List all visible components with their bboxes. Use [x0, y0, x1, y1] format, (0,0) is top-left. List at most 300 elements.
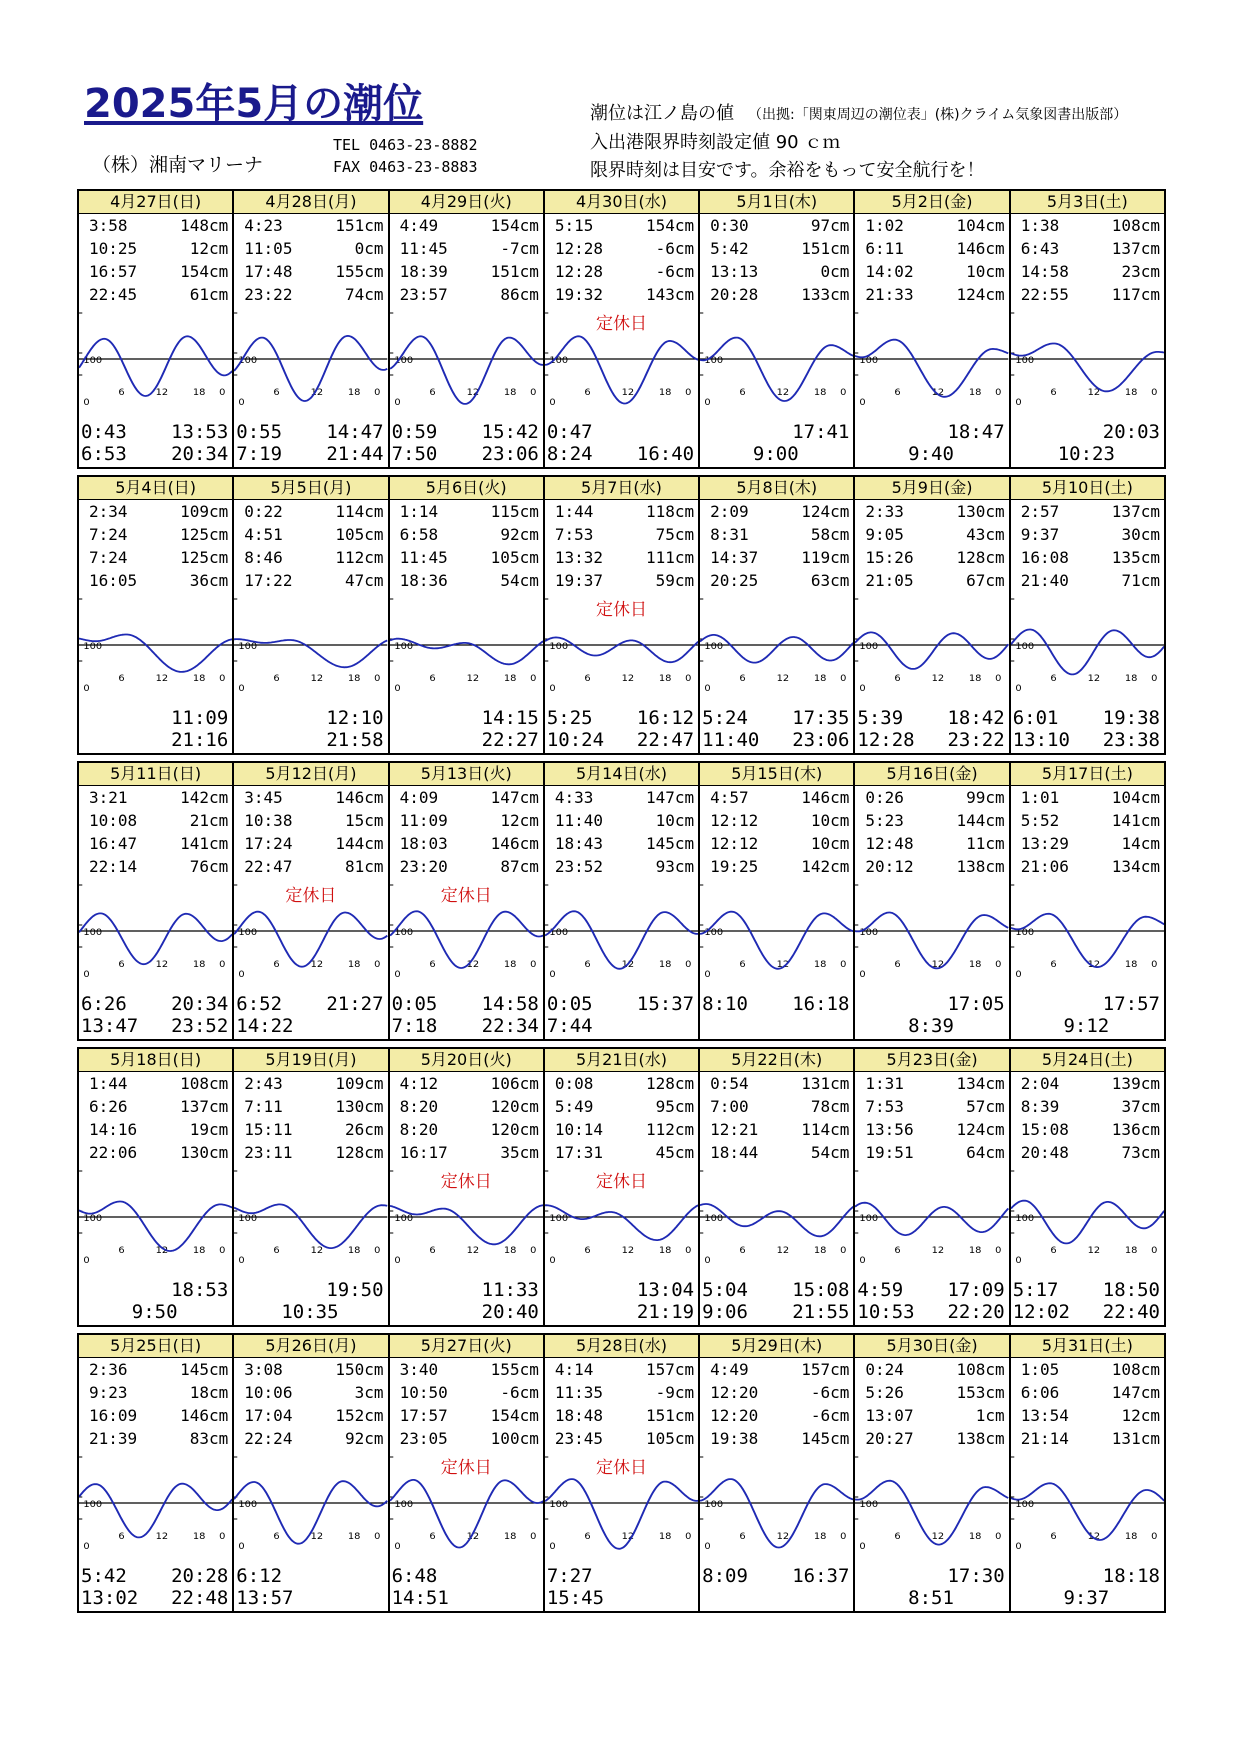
tide-row [700, 1141, 853, 1164]
hour-tick-label: 6 [1050, 959, 1057, 970]
hour-tick-label: 12 [1087, 673, 1100, 684]
page-title: 2025年5月の潮位 [84, 81, 424, 127]
limit-time: 23:38 [1102, 729, 1160, 751]
tide-time: 3:08 [244, 1360, 283, 1379]
limit-time: 6:48 [391, 1565, 438, 1587]
tide-graph [79, 591, 232, 703]
tide-row [79, 1095, 232, 1118]
tide-height: 75cm [655, 525, 695, 544]
hour-tick-label: 18 [503, 1245, 516, 1256]
tide-time: 18:43 [554, 834, 604, 853]
tide-height: 134cm [1111, 857, 1160, 876]
tide-time: 23:22 [244, 285, 293, 304]
hour-tick-label: 18 [192, 673, 206, 684]
tide-row [1011, 1381, 1164, 1404]
tide-time: 20:28 [710, 285, 759, 304]
tide-time: 1:31 [865, 1074, 904, 1093]
tide-time: 9:05 [865, 525, 904, 544]
tide-row [234, 260, 387, 283]
limit-time-row [81, 1565, 228, 1587]
tide-time: 8:39 [1020, 1097, 1060, 1116]
limit-time: 23:52 [171, 1015, 229, 1037]
tide-height: 128cm [645, 1074, 695, 1093]
tide-time: 1:05 [1020, 1360, 1060, 1379]
tide-curve-chart [234, 1163, 387, 1275]
tide-time: 12:12 [710, 811, 759, 830]
hour-tick-label: 0 [995, 673, 1002, 684]
limit-time-row [702, 1301, 849, 1323]
day-cell [855, 1335, 1010, 1611]
tide-height: 131cm [801, 1074, 850, 1093]
tide-height: 105cm [335, 525, 384, 544]
tide-time: 0:26 [865, 788, 904, 807]
limit-time-row [857, 1279, 1004, 1301]
tide-height: 137cm [1111, 239, 1160, 258]
limit-time: 6:01 [1012, 707, 1059, 729]
tide-time: 17:48 [244, 262, 293, 281]
tide-row [855, 546, 1008, 569]
tide-height: 134cm [956, 1074, 1005, 1093]
hour-tick-label: 18 [1124, 959, 1138, 970]
tide-time: 4:09 [399, 788, 439, 807]
tide-height: 12cm [500, 811, 539, 830]
tide-row [700, 1358, 853, 1381]
tide-time: 2:36 [89, 1360, 128, 1379]
tide-height: 118cm [645, 502, 695, 521]
limit-time-row [1013, 1587, 1160, 1609]
limit-time: 7:27 [546, 1565, 593, 1587]
ref-label: 100 [83, 355, 103, 366]
hour-tick-label: 0 [684, 1245, 692, 1256]
tide-row [234, 1358, 387, 1381]
day-date: 5月27日(火) [390, 1335, 543, 1358]
limit-time-row [81, 1279, 228, 1301]
hour-tick-label: 12 [155, 959, 169, 970]
tide-time: 22:24 [244, 1429, 293, 1448]
tide-time: 1:01 [1020, 788, 1060, 807]
day-cell [545, 1335, 700, 1611]
hour-tick-label: 18 [192, 1245, 206, 1256]
tide-height: 1cm [975, 1406, 1005, 1425]
zero-label: 0 [859, 683, 867, 694]
limit-time-row [547, 993, 694, 1015]
tide-time: 12:12 [710, 834, 759, 853]
tide-row [234, 1118, 387, 1141]
hour-tick-label: 0 [529, 959, 536, 970]
tide-row [855, 1095, 1008, 1118]
hour-tick-label: 0 [840, 959, 847, 970]
tide-row [79, 500, 232, 523]
hour-tick-label: 12 [932, 673, 945, 684]
tide-height: 154cm [180, 262, 229, 281]
tide-row [545, 523, 698, 546]
hour-tick-label: 6 [428, 673, 436, 684]
limit-time-row [857, 1301, 1004, 1323]
tide-row [1011, 569, 1164, 592]
tide-height: 151cm [490, 262, 539, 281]
ref-label: 100 [859, 355, 879, 366]
limit-time: 22:48 [171, 1587, 229, 1609]
tide-row [855, 1404, 1008, 1427]
limit-time-row [702, 707, 849, 729]
tide-row [700, 214, 853, 237]
tide-row [390, 260, 543, 283]
tide-height: 12cm [189, 239, 229, 258]
tide-row [545, 855, 698, 878]
ref-label: 100 [549, 1213, 569, 1224]
zero-label: 0 [1015, 1255, 1022, 1266]
limit-time: 18:18 [1102, 1565, 1160, 1587]
tide-time: 8:31 [710, 525, 749, 544]
hour-tick-label: 6 [273, 387, 280, 398]
day-date: 4月28日(月) [234, 191, 387, 214]
tide-time: 22:45 [89, 285, 138, 304]
zero-label: 0 [1015, 683, 1022, 694]
tide-graph [1011, 1163, 1164, 1275]
limit-time: 0:43 [81, 421, 127, 443]
tide-row [234, 214, 387, 237]
tide-graph [234, 305, 387, 417]
limit-time-row [392, 1565, 539, 1587]
tide-time: 3:40 [399, 1360, 439, 1379]
limit-time-row [547, 729, 694, 751]
tide-time: 10:50 [399, 1383, 448, 1402]
limit-time: 9:50 [131, 1301, 178, 1323]
ref-label: 100 [859, 1499, 879, 1510]
tide-time: 10:14 [554, 1120, 604, 1139]
tide-row [234, 1404, 387, 1427]
ref-label: 100 [83, 1499, 103, 1510]
day-date: 5月9日(金) [855, 477, 1008, 500]
tide-height: 151cm [645, 1406, 695, 1425]
zero-label: 0 [393, 683, 401, 694]
tide-height: -7cm [500, 239, 539, 258]
limit-time: 10:23 [1057, 443, 1115, 465]
tide-curve-chart [855, 1449, 1008, 1561]
day-date: 5月21日(水) [545, 1049, 698, 1072]
tide-height: 120cm [490, 1120, 539, 1139]
tide-curve-chart [234, 305, 387, 417]
hour-tick-label: 6 [118, 1245, 125, 1256]
hour-tick-label: 12 [621, 673, 635, 684]
zero-label: 0 [83, 1255, 90, 1266]
tide-time: 14:37 [710, 548, 759, 567]
day-date: 5月1日(木) [700, 191, 853, 214]
tide-height: 92cm [500, 525, 539, 544]
hour-tick-label: 18 [658, 1531, 672, 1542]
tide-height: 155cm [335, 262, 384, 281]
tide-graph [700, 877, 853, 989]
tide-height: 112cm [645, 1120, 695, 1139]
tide-time: 11:40 [554, 811, 604, 830]
tide-row [79, 237, 232, 260]
tide-time: 5:52 [1020, 811, 1060, 830]
hour-tick-label: 12 [466, 1531, 479, 1542]
tide-curve [79, 1202, 232, 1252]
tide-row [1011, 500, 1164, 523]
day-cell [390, 1049, 545, 1325]
tide-row [855, 786, 1008, 809]
tide-row [855, 1118, 1008, 1141]
zero-label: 0 [83, 969, 90, 980]
tide-height: 130cm [956, 502, 1005, 521]
tide-graph [79, 877, 232, 989]
tide-row [390, 546, 543, 569]
tide-height: 117cm [1111, 285, 1160, 304]
tide-time: 1:44 [554, 502, 594, 521]
tide-row [390, 809, 543, 832]
tide-time: 0:30 [710, 216, 749, 235]
tide-row [79, 569, 232, 592]
tide-height: 14cm [1121, 834, 1160, 853]
tide-height: 97cm [810, 216, 850, 235]
tide-row [855, 832, 1008, 855]
tide-row [390, 1427, 543, 1450]
tide-row [390, 786, 543, 809]
hour-tick-label: 0 [219, 387, 226, 398]
tide-row [700, 1427, 853, 1450]
tide-time: 5:23 [865, 811, 904, 830]
day-date: 5月25日(日) [79, 1335, 232, 1358]
zero-label: 0 [1015, 969, 1022, 980]
hour-tick-label: 0 [529, 1245, 536, 1256]
tide-height: 112cm [335, 548, 384, 567]
day-cell [79, 477, 234, 753]
hour-tick-label: 6 [584, 387, 591, 398]
hour-tick-label: 18 [348, 959, 361, 970]
tide-row [700, 500, 853, 523]
tide-height: 92cm [345, 1429, 384, 1448]
tide-row [545, 786, 698, 809]
tide-time: 11:45 [399, 239, 448, 258]
ref-label: 100 [393, 1499, 413, 1510]
limit-time-row [392, 993, 539, 1015]
tide-row [700, 1404, 853, 1427]
hour-tick-label: 0 [1150, 673, 1158, 684]
tide-time: 4:12 [399, 1074, 439, 1093]
limit-time-row [702, 1565, 849, 1587]
tide-row [700, 523, 853, 546]
limit-time: 8:10 [702, 993, 748, 1015]
tide-time: 5:26 [865, 1383, 904, 1402]
tide-curve-chart [855, 305, 1008, 417]
tide-height: -6cm [810, 1383, 850, 1402]
tide-time: 6:26 [89, 1097, 128, 1116]
tide-height: 115cm [490, 502, 539, 521]
tide-time: 3:45 [244, 788, 283, 807]
tide-time: 0:08 [554, 1074, 594, 1093]
limit-time: 8:09 [702, 1565, 748, 1587]
hour-tick-label: 18 [503, 1531, 516, 1542]
tide-row [855, 1072, 1008, 1095]
company-name: （株）湘南マリーナ [92, 154, 264, 176]
limit-time: 7:50 [391, 443, 438, 465]
limit-time: 22:20 [947, 1301, 1005, 1323]
hour-tick-label: 18 [658, 1245, 672, 1256]
limit-time: 9:12 [1063, 1015, 1110, 1037]
tide-height: 93cm [655, 857, 695, 876]
tide-height: 108cm [1111, 216, 1160, 235]
tide-height: 59cm [655, 571, 695, 590]
tide-height: 0cm [820, 262, 850, 281]
tide-time: 1:44 [89, 1074, 128, 1093]
tide-graph [1011, 1449, 1164, 1561]
tide-graph [545, 877, 698, 989]
closed-day-label: 定休日 [440, 1458, 492, 1478]
tide-height: 137cm [1111, 502, 1160, 521]
hour-tick-label: 12 [776, 673, 790, 684]
limit-time-row [392, 443, 539, 465]
ref-label: 100 [859, 641, 879, 652]
day-date: 5月29日(木) [700, 1335, 853, 1358]
tide-time: 1:02 [865, 216, 904, 235]
limit-time-row [236, 443, 383, 465]
limit-time: 13:53 [171, 421, 229, 443]
tide-curve-chart [79, 1163, 232, 1275]
ref-label: 100 [1015, 1213, 1034, 1224]
tide-height: 143cm [645, 285, 695, 304]
tide-height: 141cm [1111, 811, 1160, 830]
tide-graph [79, 1163, 232, 1275]
tide-height: 10cm [966, 262, 1005, 281]
ref-label: 100 [1015, 927, 1034, 938]
zero-label: 0 [704, 683, 711, 694]
tide-time: 23:11 [244, 1143, 293, 1162]
tide-time: 15:11 [244, 1120, 293, 1139]
limit-time-row [1013, 1015, 1160, 1037]
tide-height: 57cm [966, 1097, 1005, 1116]
tide-row [1011, 260, 1164, 283]
tide-time: 5:49 [554, 1097, 594, 1116]
hour-tick-label: 0 [840, 673, 847, 684]
hour-tick-label: 6 [894, 959, 902, 970]
limit-time: 17:35 [792, 707, 850, 729]
tide-height: 145cm [180, 1360, 229, 1379]
tide-height: 109cm [180, 502, 229, 521]
tide-row [79, 832, 232, 855]
limit-time: 21:58 [326, 729, 384, 751]
limit-time: 23:22 [947, 729, 1005, 751]
tide-time: 16:17 [399, 1143, 448, 1162]
ref-label: 100 [1015, 641, 1034, 652]
tide-height: 119cm [801, 548, 850, 567]
tide-height: 114cm [335, 502, 384, 521]
limit-time: 13:02 [81, 1587, 139, 1609]
ref-label: 100 [83, 927, 103, 938]
tide-time: 7:24 [89, 548, 128, 567]
tide-time: 1:14 [399, 502, 439, 521]
limit-time-row [702, 443, 849, 465]
tide-time: 2:33 [865, 502, 904, 521]
zero-label: 0 [1015, 397, 1022, 408]
hour-tick-label: 0 [529, 1531, 536, 1542]
tide-row [545, 1118, 698, 1141]
tide-row [855, 283, 1008, 306]
tide-time: 12:20 [710, 1406, 759, 1425]
day-date: 5月23日(金) [855, 1049, 1008, 1072]
limit-time: 23:06 [481, 443, 539, 465]
hour-tick-label: 6 [273, 673, 280, 684]
tide-row [390, 1358, 543, 1381]
limit-time: 20:34 [171, 443, 229, 465]
tide-row [545, 1358, 698, 1381]
tide-row [700, 260, 853, 283]
tide-height: 74cm [345, 285, 384, 304]
ref-label: 100 [238, 641, 258, 652]
tide-time: 11:35 [554, 1383, 604, 1402]
tide-time: 22:06 [89, 1143, 138, 1162]
tide-height: 45cm [655, 1143, 695, 1162]
tide-row [545, 500, 698, 523]
ref-label: 100 [859, 1213, 879, 1224]
tide-row [1011, 832, 1164, 855]
hour-tick-label: 6 [428, 387, 436, 398]
tide-height: 155cm [490, 1360, 539, 1379]
tide-time: 23:52 [554, 857, 604, 876]
limit-time: 11:40 [702, 729, 760, 751]
ref-label: 100 [393, 641, 413, 652]
tide-row [1011, 283, 1164, 306]
limit-time: 21:19 [636, 1301, 695, 1323]
limit-time: 17:30 [947, 1565, 1005, 1587]
limit-time: 8:24 [546, 443, 593, 465]
limit-time-row [857, 1015, 1004, 1037]
limit-time: 23:06 [792, 729, 850, 751]
tide-time: 7:00 [710, 1097, 749, 1116]
hour-tick-label: 6 [273, 1245, 280, 1256]
limit-time-row [547, 443, 694, 465]
tide-time: 17:04 [244, 1406, 293, 1425]
tide-row [545, 569, 698, 592]
tide-height: 133cm [801, 285, 850, 304]
tide-row [855, 260, 1008, 283]
tide-row [79, 1427, 232, 1450]
limit-time-row [857, 729, 1004, 751]
tide-time: 8:20 [399, 1097, 439, 1116]
limit-time-row [857, 1565, 1004, 1587]
limit-time: 14:22 [236, 1015, 294, 1037]
tide-time: 5:42 [710, 239, 749, 258]
tide-height: 61cm [189, 285, 229, 304]
tide-time: 20:25 [710, 571, 759, 590]
hour-tick-label: 0 [219, 1531, 226, 1542]
tide-row [545, 260, 698, 283]
limit-time-row [1013, 707, 1160, 729]
day-date: 4月29日(火) [390, 191, 543, 214]
tide-curve [79, 635, 232, 672]
limit-time: 5:04 [702, 1279, 748, 1301]
tide-row [390, 214, 543, 237]
tide-row [700, 237, 853, 260]
limit-time: 13:10 [1012, 729, 1070, 751]
hour-tick-label: 0 [374, 673, 381, 684]
tide-time: 14:02 [865, 262, 914, 281]
hour-tick-label: 12 [1087, 387, 1100, 398]
tide-row [700, 569, 853, 592]
day-date: 5月11日(日) [79, 763, 232, 786]
hour-tick-label: 6 [428, 1531, 436, 1542]
limit-time: 21:55 [792, 1301, 850, 1323]
tide-row [1011, 546, 1164, 569]
hour-tick-label: 18 [1124, 387, 1138, 398]
tide-height: 12cm [1121, 1406, 1160, 1425]
tide-time: 16:09 [89, 1406, 138, 1425]
limit-time: 18:42 [947, 707, 1005, 729]
tide-time: 13:29 [1020, 834, 1069, 853]
limit-time: 6:12 [236, 1565, 283, 1587]
limit-time: 20:03 [1102, 421, 1160, 443]
tide-row [390, 1118, 543, 1141]
